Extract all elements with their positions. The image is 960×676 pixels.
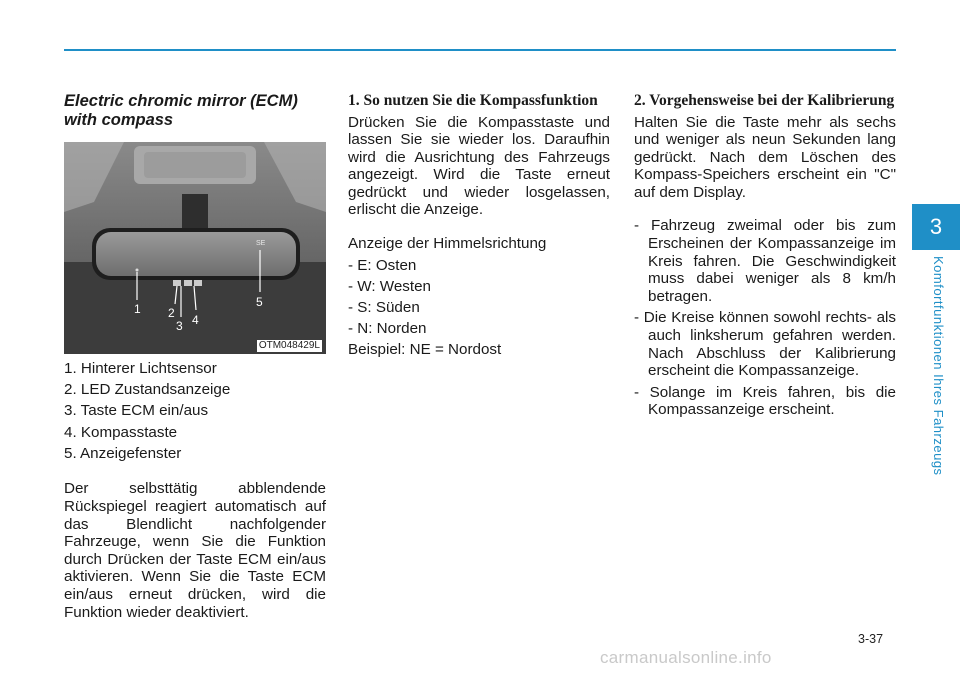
column-2 [348,92,610,363]
chapter-number-tab: 3 [912,204,960,250]
list-item: 2. LED Zustandsanzeige [64,381,231,399]
callout-1: 1 [134,302,141,316]
mirror-display-text: SE [256,240,266,247]
list-item: 3. Taste ECM ein/aus [64,402,209,420]
compass-heading: 1. So nutzen Sie die Kompassfunktion [348,92,598,109]
chapter-title: Komfortfunktionen Ihres Fahrzeugs [931,256,946,476]
list-item: - N: Norden [348,320,427,338]
list-item: - Die Kreise können sowohl rechts- als auch linksherum gefahren werden. Nach Abschluss der Kalibrierung erscheint die Kompassanzeige. [634,309,896,380]
compass-paragraph: Drücken Sie die Kompasstaste und lassen Sie sie wieder los. Daraufhin wird die Ausrichtung des Fahrzeugs angezeigt. Wird die Taste erneut gedrückt und wieder losgelassen, erlischt die Anzeige. [348,113,610,219]
figure-code: OTM048429L [258,340,320,351]
list-item: 5. Anzeigefenster [64,444,182,462]
calibration-steps [634,217,896,419]
header-rule [64,49,896,51]
list-item: - S: Süden [348,299,420,317]
list-item: 1. Hinterer Lichtsensor [64,360,217,377]
list-item: - W: Westen [348,277,431,295]
ecm-description: Der selbsttätig abblendende Rückspiegel reagiert automatisch auf das Blendlicht nachfolgender Fahrzeuge, wenn Sie die Funktion durch Drücken der Taste ECM ein/aus aktivieren. Wenn Sie die Taste ECM ein/aus erneut drücken, wird die Funktion wieder deaktiviert. [64,480,326,621]
page-number: 3-37 [858,632,884,646]
mirror-figure [64,142,326,354]
direction-list [348,257,610,359]
callout-2: 2 [168,306,175,320]
section-title: Electric chromic mirror (ECM) with compass [64,92,298,129]
calibration-paragraph: Halten Sie die Taste mehr als sechs und weniger als neun Sekunden lang gedrückt. Nach dem Löschen des Kompass-Speichers erscheint ein "C" auf dem Display. [634,113,896,201]
component-list [64,360,326,462]
watermark: carmanualsonline.info [600,648,772,667]
mirror-illustration [64,142,326,354]
column-1 [64,92,326,621]
direction-list-title: Anzeige der Himmelsrichtung [348,235,547,253]
list-item: - Fahrzeug zweimal oder bis zum Erscheinen der Kompassanzeige im Kreis fahren. Die Geschwindigkeit muss dabei weniger als 8 km/h betragen. [634,217,896,305]
list-item: Beispiel: NE = Nordost [348,341,502,359]
callout-3: 3 [176,319,183,333]
callout-4: 4 [192,313,199,327]
column-3 [634,92,896,423]
calibration-heading: 2. Vorgehensweise bei der Kalibrierung [634,92,895,109]
callout-5: 5 [256,295,263,309]
list-item: - E: Osten [348,256,417,274]
list-item: 4. Kompasstaste [64,423,178,441]
list-item: - Solange im Kreis fahren, bis die Kompassanzeige erscheint. [634,383,896,419]
